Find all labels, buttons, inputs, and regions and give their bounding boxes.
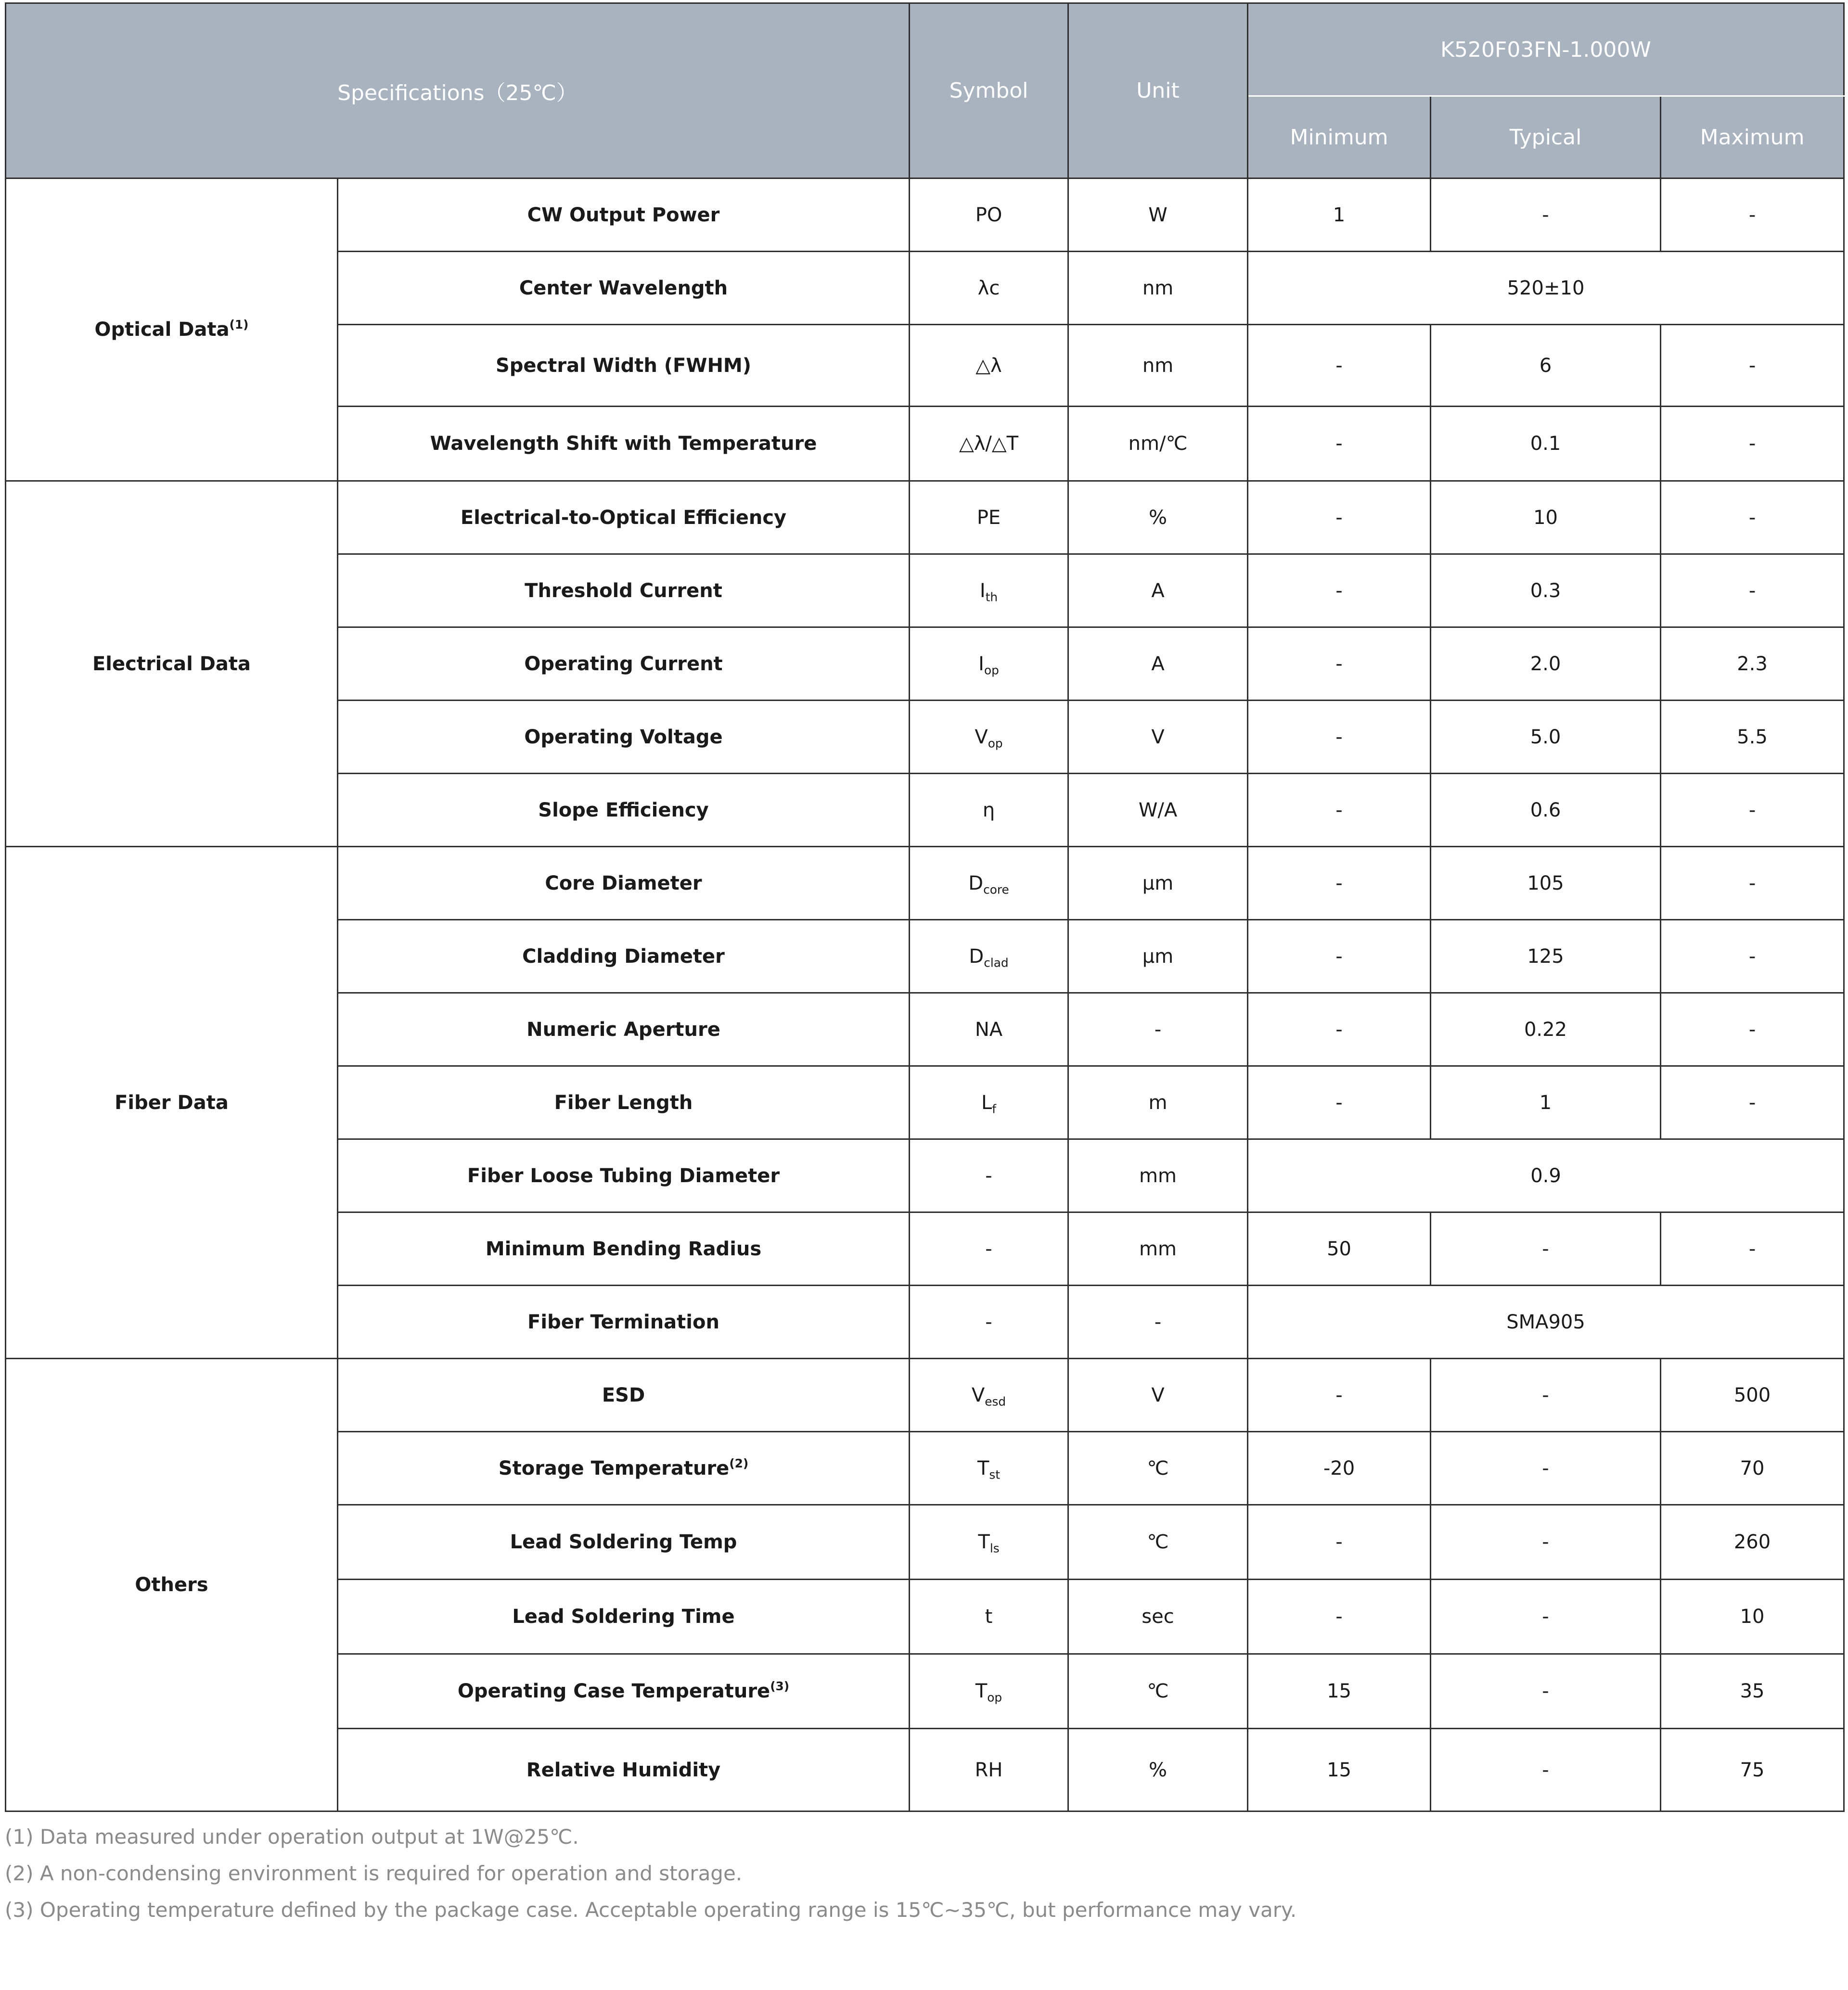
symbol-cell	[910, 1729, 1068, 1811]
unit-cell: nm/℃	[1068, 407, 1248, 481]
typ-value-cell: 105	[1431, 847, 1661, 920]
symbol-text: -	[985, 1311, 992, 1333]
symbol-text: △λ/△T	[959, 433, 1019, 455]
param-name-text: Operating Case Temperature	[457, 1680, 770, 1702]
symbol-cell	[910, 1212, 1068, 1286]
symbol-subscript: op	[988, 736, 1003, 751]
symbol-cell	[910, 179, 1068, 252]
min-value-cell: -	[1248, 481, 1431, 554]
symbol-cell	[910, 1505, 1068, 1580]
symbol-subscript: op	[987, 1690, 1002, 1705]
unit-cell: -	[1068, 993, 1248, 1066]
min-value-cell: -	[1248, 627, 1431, 701]
min-value-cell: -	[1248, 920, 1431, 993]
unit-header: Unit	[1068, 3, 1248, 179]
typ-value-cell: 0.6	[1431, 774, 1661, 847]
spec-header: Specifications（25℃）	[6, 3, 910, 179]
value-span-cell: 0.9	[1248, 1139, 1844, 1212]
param-name	[338, 1580, 910, 1654]
footnote: (2) A non-condensing environment is required for operation and storage.	[5, 1862, 743, 1885]
unit-cell: A	[1068, 627, 1248, 701]
model-header: K520F03FN-1.000W	[1248, 3, 1844, 96]
param-name-text: Fiber Length	[554, 1091, 693, 1114]
symbol-subscript: esd	[985, 1394, 1006, 1409]
min-value-cell: 1	[1248, 179, 1431, 252]
min-value-cell: -	[1248, 407, 1431, 481]
symbol-text: -	[985, 1237, 992, 1260]
min-value-cell: -	[1248, 1359, 1431, 1432]
symbol-cell	[910, 407, 1068, 481]
param-name	[338, 325, 910, 407]
unit-cell: m	[1068, 1066, 1248, 1139]
typ-value-cell: 10	[1431, 481, 1661, 554]
symbol-subscript: clad	[984, 956, 1009, 970]
param-name	[338, 1066, 910, 1139]
param-name	[338, 554, 910, 627]
max-value-cell: 500	[1661, 1359, 1844, 1432]
value-span-cell: SMA905	[1248, 1286, 1844, 1359]
param-name	[338, 481, 910, 554]
typ-value-cell: 0.22	[1431, 993, 1661, 1066]
symbol-cell	[910, 701, 1068, 774]
min-value-cell: -	[1248, 1580, 1431, 1654]
symbol-cell	[910, 1432, 1068, 1505]
group-label-note: (1)	[229, 318, 249, 332]
symbol-text: T	[975, 1680, 988, 1702]
param-name	[338, 920, 910, 993]
table-row	[6, 481, 1844, 554]
param-name	[338, 993, 910, 1066]
min-value-cell: -	[1248, 774, 1431, 847]
param-name	[338, 627, 910, 701]
param-name	[338, 847, 910, 920]
symbol-text: L	[981, 1091, 992, 1114]
symbol-cell	[910, 252, 1068, 325]
min-value-cell: -	[1248, 1505, 1431, 1580]
group-label-text: Electrical Data	[92, 652, 251, 675]
min-value-cell: 15	[1248, 1654, 1431, 1729]
min-value-cell: -	[1248, 325, 1431, 407]
max-value-cell: 5.5	[1661, 701, 1844, 774]
param-name	[338, 252, 910, 325]
unit-cell: mm	[1068, 1212, 1248, 1286]
max-value-cell: 70	[1661, 1432, 1844, 1505]
param-name-note: (3)	[770, 1679, 790, 1694]
symbol-cell	[910, 1139, 1068, 1212]
param-name-text: Lead Soldering Temp	[510, 1531, 737, 1553]
min-value-cell: -20	[1248, 1432, 1431, 1505]
typ-value-cell: 0.1	[1431, 407, 1661, 481]
max-value-cell: -	[1661, 993, 1844, 1066]
min-value-cell: -	[1248, 1066, 1431, 1139]
max-value-cell: 75	[1661, 1729, 1844, 1811]
param-name	[338, 1359, 910, 1432]
symbol-text: λc	[977, 277, 1000, 299]
symbol-text: D	[968, 872, 984, 894]
maximum-header: Maximum	[1661, 96, 1844, 179]
max-value-cell: -	[1661, 179, 1844, 252]
max-value-cell: -	[1661, 407, 1844, 481]
symbol-header: Symbol	[910, 3, 1068, 179]
param-name-text: Operating Current	[524, 652, 723, 675]
max-value-cell: -	[1661, 774, 1844, 847]
typ-value-cell: 2.0	[1431, 627, 1661, 701]
min-value-cell: 15	[1248, 1729, 1431, 1811]
symbol-subscript: op	[984, 663, 999, 677]
symbol-subscript: st	[989, 1467, 1001, 1482]
symbol-subscript: ls	[989, 1541, 1000, 1556]
unit-cell: %	[1068, 481, 1248, 554]
group-label	[6, 1359, 338, 1811]
spec-table-body	[6, 179, 1844, 1811]
group-label	[6, 847, 338, 1359]
unit-cell: ℃	[1068, 1432, 1248, 1505]
min-value-cell: -	[1248, 701, 1431, 774]
max-value-cell: -	[1661, 920, 1844, 993]
symbol-subscript: f	[992, 1102, 997, 1116]
param-name-text: Threshold Current	[525, 579, 722, 602]
symbol-text: NA	[975, 1018, 1003, 1041]
unit-cell: %	[1068, 1729, 1248, 1811]
min-value-cell: -	[1248, 554, 1431, 627]
symbol-cell	[910, 554, 1068, 627]
unit-cell: nm	[1068, 325, 1248, 407]
param-name-text: Fiber Loose Tubing Diameter	[467, 1164, 780, 1187]
param-name-note: (2)	[729, 1456, 749, 1470]
typ-value-cell: 5.0	[1431, 701, 1661, 774]
symbol-text: △λ	[975, 354, 1002, 377]
typ-value-cell: 0.3	[1431, 554, 1661, 627]
typ-value-cell: -	[1431, 1432, 1661, 1505]
typ-value-cell: 125	[1431, 920, 1661, 993]
footnotes	[5, 1819, 1843, 1928]
symbol-text: V	[975, 726, 988, 748]
unit-cell: W/A	[1068, 774, 1248, 847]
param-name	[338, 1432, 910, 1505]
symbol-cell	[910, 1654, 1068, 1729]
typ-value-cell: -	[1431, 1505, 1661, 1580]
typ-value-cell: 6	[1431, 325, 1661, 407]
unit-cell: ℃	[1068, 1505, 1248, 1580]
symbol-text: T	[978, 1531, 990, 1553]
symbol-text: -	[985, 1164, 992, 1187]
param-name	[338, 179, 910, 252]
max-value-cell: 2.3	[1661, 627, 1844, 701]
param-name	[338, 407, 910, 481]
unit-cell: V	[1068, 1359, 1248, 1432]
param-name-text: Wavelength Shift with Temperature	[430, 433, 817, 455]
symbol-cell	[910, 774, 1068, 847]
unit-cell: μm	[1068, 847, 1248, 920]
param-name	[338, 701, 910, 774]
param-name	[338, 1505, 910, 1580]
param-name-text: Lead Soldering Time	[512, 1606, 735, 1628]
param-name-text: CW Output Power	[527, 204, 720, 226]
symbol-subscript: th	[985, 590, 998, 604]
max-value-cell: 260	[1661, 1505, 1844, 1580]
unit-cell: W	[1068, 179, 1248, 252]
param-name	[338, 1654, 910, 1729]
unit-cell: mm	[1068, 1139, 1248, 1212]
symbol-text: RH	[975, 1759, 1003, 1781]
symbol-text: t	[985, 1606, 993, 1628]
group-label-text: Fiber Data	[115, 1091, 229, 1114]
unit-cell: μm	[1068, 920, 1248, 993]
symbol-text: I	[978, 652, 984, 675]
min-value-cell: 50	[1248, 1212, 1431, 1286]
param-name-text: Core Diameter	[545, 872, 702, 894]
symbol-cell	[910, 920, 1068, 993]
typ-value-cell: -	[1431, 1580, 1661, 1654]
symbol-cell	[910, 847, 1068, 920]
group-label-text: Others	[135, 1574, 208, 1596]
param-name-text: Cladding Diameter	[522, 945, 725, 968]
param-name-text: Operating Voltage	[524, 726, 723, 748]
param-name	[338, 1139, 910, 1212]
typ-value-cell: -	[1431, 1212, 1661, 1286]
symbol-subscript: core	[983, 882, 1009, 897]
symbol-cell	[910, 325, 1068, 407]
max-value-cell: 10	[1661, 1580, 1844, 1654]
param-name-text: Center Wavelength	[519, 277, 728, 299]
param-name-text: Spectral Width (FWHM)	[495, 354, 752, 377]
symbol-cell	[910, 627, 1068, 701]
typical-header: Typical	[1431, 96, 1661, 179]
symbol-text: I	[979, 579, 986, 602]
group-label	[6, 481, 338, 847]
symbol-cell	[910, 1359, 1068, 1432]
spec-sheet	[5, 2, 1843, 1928]
param-name-text: Storage Temperature	[498, 1457, 730, 1480]
footnote: (3) Operating temperature defined by the package case. Acceptable operating range is 15℃~35℃, but performance may vary.	[5, 1898, 1297, 1922]
symbol-text: T	[977, 1457, 989, 1480]
typ-value-cell: -	[1431, 1729, 1661, 1811]
table-row	[6, 847, 1844, 920]
symbol-text: V	[971, 1384, 985, 1406]
param-name-text: Slope Efficiency	[538, 799, 709, 821]
symbol-cell	[910, 1286, 1068, 1359]
typ-value-cell: -	[1431, 1359, 1661, 1432]
max-value-cell: -	[1661, 325, 1844, 407]
symbol-text: PE	[976, 506, 1001, 529]
param-name-text: Electrical-to-Optical Efficiency	[460, 506, 787, 529]
unit-cell: nm	[1068, 252, 1248, 325]
symbol-text: η	[982, 799, 995, 821]
group-label-text: Optical Data	[94, 319, 230, 341]
min-value-cell: -	[1248, 847, 1431, 920]
param-name	[338, 1729, 910, 1811]
unit-cell: A	[1068, 554, 1248, 627]
param-name	[338, 774, 910, 847]
footnote: (1) Data measured under operation output at 1W@25℃.	[5, 1825, 579, 1849]
min-value-cell: -	[1248, 993, 1431, 1066]
param-name-text: ESD	[602, 1384, 645, 1406]
unit-cell: V	[1068, 701, 1248, 774]
unit-cell: sec	[1068, 1580, 1248, 1654]
param-name-text: Relative Humidity	[526, 1759, 721, 1781]
param-name	[338, 1212, 910, 1286]
symbol-cell	[910, 993, 1068, 1066]
max-value-cell: -	[1661, 847, 1844, 920]
group-label	[6, 179, 338, 481]
table-row	[6, 1359, 1844, 1432]
symbol-cell	[910, 1580, 1068, 1654]
unit-cell: -	[1068, 1286, 1248, 1359]
symbol-text: D	[969, 945, 984, 968]
max-value-cell: -	[1661, 1212, 1844, 1286]
max-value-cell: 35	[1661, 1654, 1844, 1729]
symbol-cell	[910, 1066, 1068, 1139]
max-value-cell: -	[1661, 1066, 1844, 1139]
spec-table	[5, 2, 1845, 1812]
unit-cell: ℃	[1068, 1654, 1248, 1729]
max-value-cell: -	[1661, 554, 1844, 627]
table-row	[6, 179, 1844, 252]
typ-value-cell: 1	[1431, 1066, 1661, 1139]
max-value-cell: -	[1661, 481, 1844, 554]
param-name-text: Numeric Aperture	[526, 1018, 720, 1041]
symbol-text: PO	[975, 204, 1002, 226]
value-span-cell: 520±10	[1248, 252, 1844, 325]
symbol-cell	[910, 481, 1068, 554]
typ-value-cell: -	[1431, 179, 1661, 252]
param-name-text: Fiber Termination	[527, 1311, 719, 1333]
param-name	[338, 1286, 910, 1359]
param-name-text: Minimum Bending Radius	[485, 1237, 762, 1260]
typ-value-cell: -	[1431, 1654, 1661, 1729]
minimum-header: Minimum	[1248, 96, 1431, 179]
